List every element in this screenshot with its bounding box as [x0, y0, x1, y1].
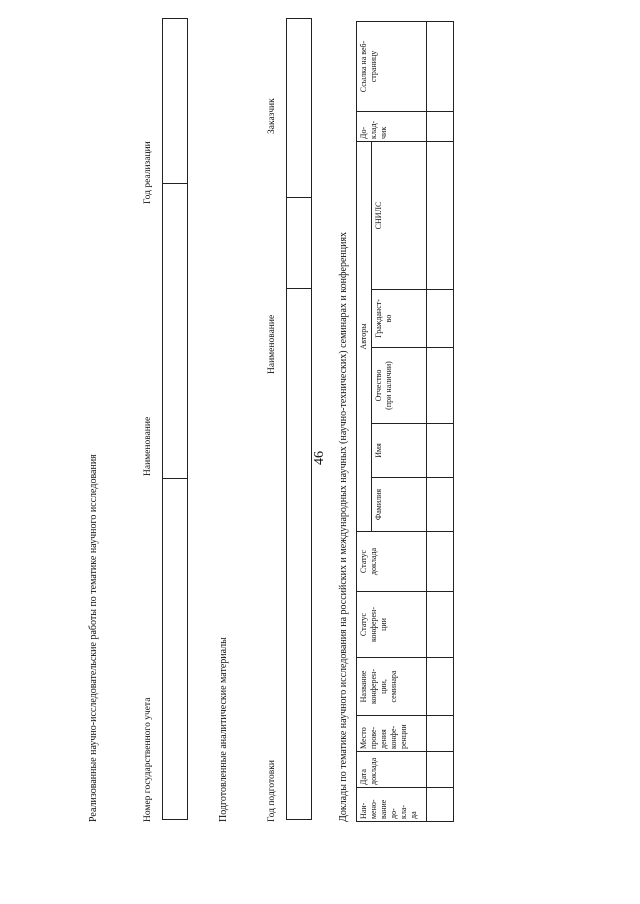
- reports-empty-row: [427, 21, 454, 821]
- reports-col-snils: СНИЛС: [372, 141, 427, 289]
- reports-cell: [427, 658, 454, 716]
- reports-cell: [427, 141, 454, 289]
- reports-cell: [427, 424, 454, 478]
- reports-cell: [427, 532, 454, 592]
- research-cell-registration-number: [163, 479, 188, 820]
- reports-col-name: Наи- мено- вание до- кла- да: [357, 788, 427, 822]
- reports-col-authors: Авторы: [357, 141, 372, 531]
- analytics-col-name: Наименование: [267, 314, 277, 374]
- analytics-cell-year: [287, 289, 312, 820]
- research-col-name: Наименование: [143, 416, 153, 476]
- reports-col-date: Дата доклада: [357, 752, 427, 788]
- reports-col-link: Ссылка на веб- страницу: [357, 21, 427, 111]
- reports-cell: [427, 21, 454, 111]
- section-research-title: Реализованные научно-исследовательские работы по тематике научного исследования: [88, 454, 99, 822]
- reports-cell: [427, 290, 454, 348]
- reports-col-conference-name: Название конферен- ции, семинара: [357, 658, 427, 716]
- reports-cell: [427, 716, 454, 752]
- reports-cell: [427, 111, 454, 141]
- reports-col-conference-status: Статус конферен- ции: [357, 592, 427, 658]
- reports-cell: [427, 348, 454, 424]
- section-analytics-title: Подготовленные аналитические материалы: [218, 637, 229, 822]
- reports-col-first-name: Имя: [372, 424, 427, 478]
- analytics-cell-name: [287, 198, 312, 289]
- reports-table: [356, 21, 454, 822]
- analytics-col-year: Год подготовки: [267, 760, 277, 822]
- reports-header-row-1: [357, 21, 372, 821]
- research-cell-name: [163, 184, 188, 479]
- reports-cell: [427, 752, 454, 788]
- reports-col-patronymic: Отчество (при наличии): [372, 348, 427, 424]
- reports-col-report-status: Статус доклада: [357, 532, 427, 592]
- analytics-col-customer: Заказчик: [267, 98, 277, 134]
- reports-cell: [427, 592, 454, 658]
- research-table: [162, 18, 188, 820]
- page-number: 46: [312, 451, 327, 465]
- analytics-table: [286, 18, 312, 820]
- reports-col-surname: Фамилия: [372, 478, 427, 532]
- reports-cell: [427, 478, 454, 532]
- reports-col-place: Место прове- дения конфе- ренции: [357, 716, 427, 752]
- reports-cell: [427, 788, 454, 822]
- research-col-year: Год реализации: [143, 141, 153, 204]
- analytics-cell-customer: [287, 19, 312, 198]
- reports-col-citizenship: Гражданст- во: [372, 290, 427, 348]
- research-col-registration-number: Номер государственного учета: [143, 697, 153, 822]
- research-cell-year: [163, 19, 188, 184]
- section-reports-title: Доклады по тематике научного исследования на российских и международных научных (научно-технических) семинарах и конференциях: [338, 231, 349, 822]
- reports-col-speaker: До- клад- чик: [357, 111, 427, 141]
